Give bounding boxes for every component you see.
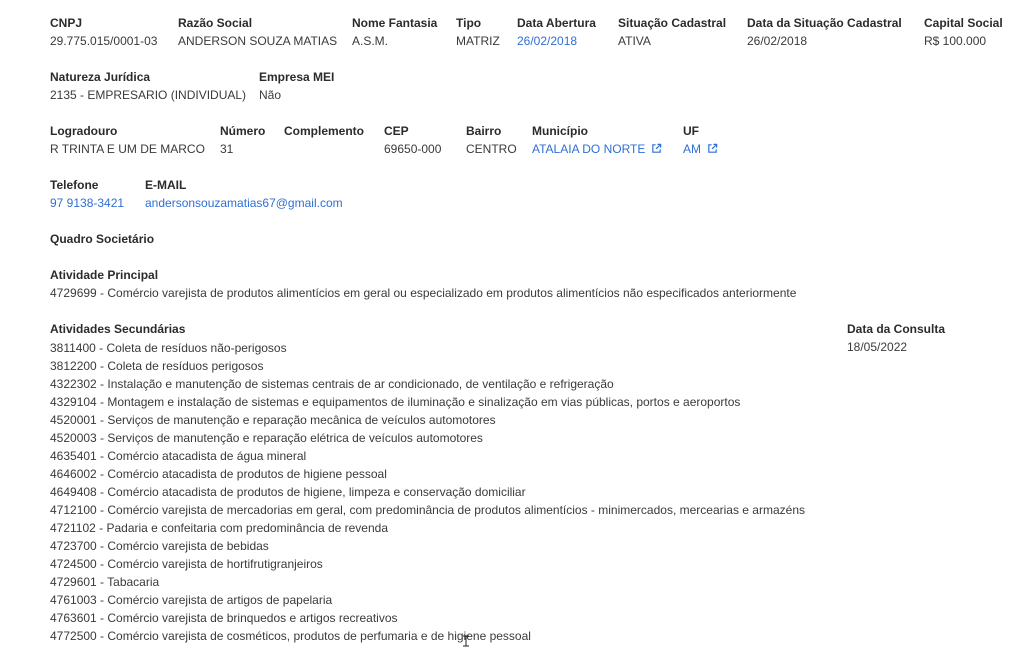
telefone-label: Telefone (50, 178, 99, 192)
external-link-icon (651, 143, 662, 154)
uf-value: AM (683, 142, 701, 156)
atividades-secundarias-list (50, 339, 805, 645)
razao-social-field (178, 15, 337, 49)
list-item: 4761003 - Comércio varejista de artigos de papelaria (50, 593, 333, 607)
bairro-label: Bairro (466, 124, 502, 138)
list-item: 4520003 - Serviços de manutenção e reparação elétrica de veículos automotores (50, 431, 483, 445)
data-abertura-field (517, 15, 596, 49)
tipo-field (456, 15, 500, 49)
email-link[interactable]: andersonsouzamatias67@gmail.com (145, 196, 343, 210)
nome-fantasia-label: Nome Fantasia (352, 16, 438, 30)
situacao-cadastral-field (618, 15, 726, 49)
natureza-juridica-field (50, 69, 246, 103)
external-link-icon (707, 143, 718, 154)
complemento-label: Complemento (284, 124, 365, 138)
data-situacao-field (747, 15, 902, 49)
natureza-juridica-label: Natureza Jurídica (50, 70, 151, 84)
list-item: 4520001 - Serviços de manutenção e reparação mecânica de veículos automotores (50, 413, 496, 427)
atividade-principal-label: Atividade Principal (50, 268, 159, 282)
cnpj-field (50, 15, 157, 49)
logradouro-value: R TRINTA E UM DE MARCO (50, 142, 205, 156)
tipo-value: MATRIZ (456, 34, 500, 48)
email-label: E-MAIL (145, 178, 187, 192)
cep-field (384, 123, 441, 157)
municipio-field (532, 123, 662, 157)
bairro-field (466, 123, 517, 157)
data-situacao-label: Data da Situação Cadastral (747, 16, 902, 30)
atividade-principal-value: 4729699 - Comércio varejista de produtos alimentícios em geral ou especializado em produtos alimentícios não especificados anteriormente (50, 286, 797, 300)
situacao-cadastral-value: ATIVA (618, 34, 651, 48)
logradouro-label: Logradouro (50, 124, 118, 138)
razao-social-value: ANDERSON SOUZA MATIAS (178, 34, 338, 48)
list-item: 4646002 - Comércio atacadista de produtos de higiene pessoal (50, 467, 387, 481)
atividade-principal-field (50, 267, 796, 301)
numero-value: 31 (220, 142, 234, 156)
empresa-mei-value: Não (259, 88, 282, 102)
tipo-label: Tipo (456, 16, 482, 30)
municipio-link[interactable] (532, 141, 662, 157)
natureza-juridica-value: 2135 - EMPRESARIO (INDIVIDUAL) (50, 88, 247, 102)
data-consulta-field (847, 321, 945, 355)
municipio-label: Município (532, 124, 588, 138)
cep-value: 69650-000 (384, 142, 442, 156)
atividades-secundarias-title: Atividades Secundárias (50, 322, 186, 336)
list-item: 4712100 - Comércio varejista de mercadorias em geral, com predominância de produtos alimentícios - minimercados, mercearias e armazéns (50, 503, 805, 517)
email-field (145, 177, 343, 211)
data-consulta-value: 18/05/2022 (847, 340, 908, 354)
list-item: 4721102 - Padaria e confeitaria com predominância de revenda (50, 521, 388, 535)
data-abertura-label: Data Abertura (517, 16, 596, 30)
telefone-link[interactable]: 97 9138-3421 (50, 196, 125, 210)
uf-field (683, 123, 718, 157)
empresa-mei-field (259, 69, 334, 103)
list-item: 4724500 - Comércio varejista de hortifrutigranjeiros (50, 557, 323, 571)
list-item: 4649408 - Comércio atacadista de produtos de higiene, limpeza e conservação domiciliar (50, 485, 526, 499)
cep-label: CEP (384, 124, 409, 138)
list-item: 4322302 - Instalação e manutenção de sistemas centrais de ar condicionado, de ventilação e refrigeração (50, 377, 614, 391)
numero-label: Número (220, 124, 266, 138)
capital-social-field (924, 15, 1003, 49)
list-item: 4772500 - Comércio varejista de cosméticos, produtos de perfumaria e de higiene pessoal (50, 629, 531, 643)
razao-social-label: Razão Social (178, 16, 253, 30)
cnpj-value: 29.775.015/0001-03 (50, 34, 158, 48)
telefone-field (50, 177, 124, 211)
uf-link[interactable] (683, 141, 718, 157)
list-item: 4763601 - Comércio varejista de brinquedos e artigos recreativos (50, 611, 398, 625)
capital-social-label: Capital Social (924, 16, 1003, 30)
logradouro-field (50, 123, 205, 157)
bairro-value: CENTRO (466, 142, 517, 156)
nome-fantasia-field (352, 15, 437, 49)
list-item: 4729601 - Tabacaria (50, 575, 160, 589)
data-abertura-link[interactable]: 26/02/2018 (517, 34, 578, 48)
nome-fantasia-value: A.S.M. (352, 34, 389, 48)
list-item: 4329104 - Montagem e instalação de sistemas e equipamentos de iluminação e sinalização em vias públicas, portos e aeroportos (50, 395, 741, 409)
data-situacao-value: 26/02/2018 (747, 34, 808, 48)
empresa-mei-label: Empresa MEI (259, 70, 335, 84)
list-item: 3811400 - Coleta de resíduos não-perigosos (50, 341, 287, 355)
cnpj-label: CNPJ (50, 16, 83, 30)
list-item: 4635401 - Comércio atacadista de água mineral (50, 449, 307, 463)
capital-social-value: R$ 100.000 (924, 34, 987, 48)
complemento-field (284, 123, 364, 141)
situacao-cadastral-label: Situação Cadastral (618, 16, 727, 30)
text-cursor-icon (462, 635, 470, 647)
municipio-value: ATALAIA DO NORTE (532, 142, 646, 156)
uf-label: UF (683, 124, 699, 138)
list-item: 3812200 - Coleta de resíduos perigosos (50, 359, 264, 373)
numero-field (220, 123, 265, 157)
list-item: 4723700 - Comércio varejista de bebidas (50, 539, 269, 553)
data-consulta-label: Data da Consulta (847, 322, 946, 336)
quadro-societario-title: Quadro Societário (50, 232, 155, 246)
